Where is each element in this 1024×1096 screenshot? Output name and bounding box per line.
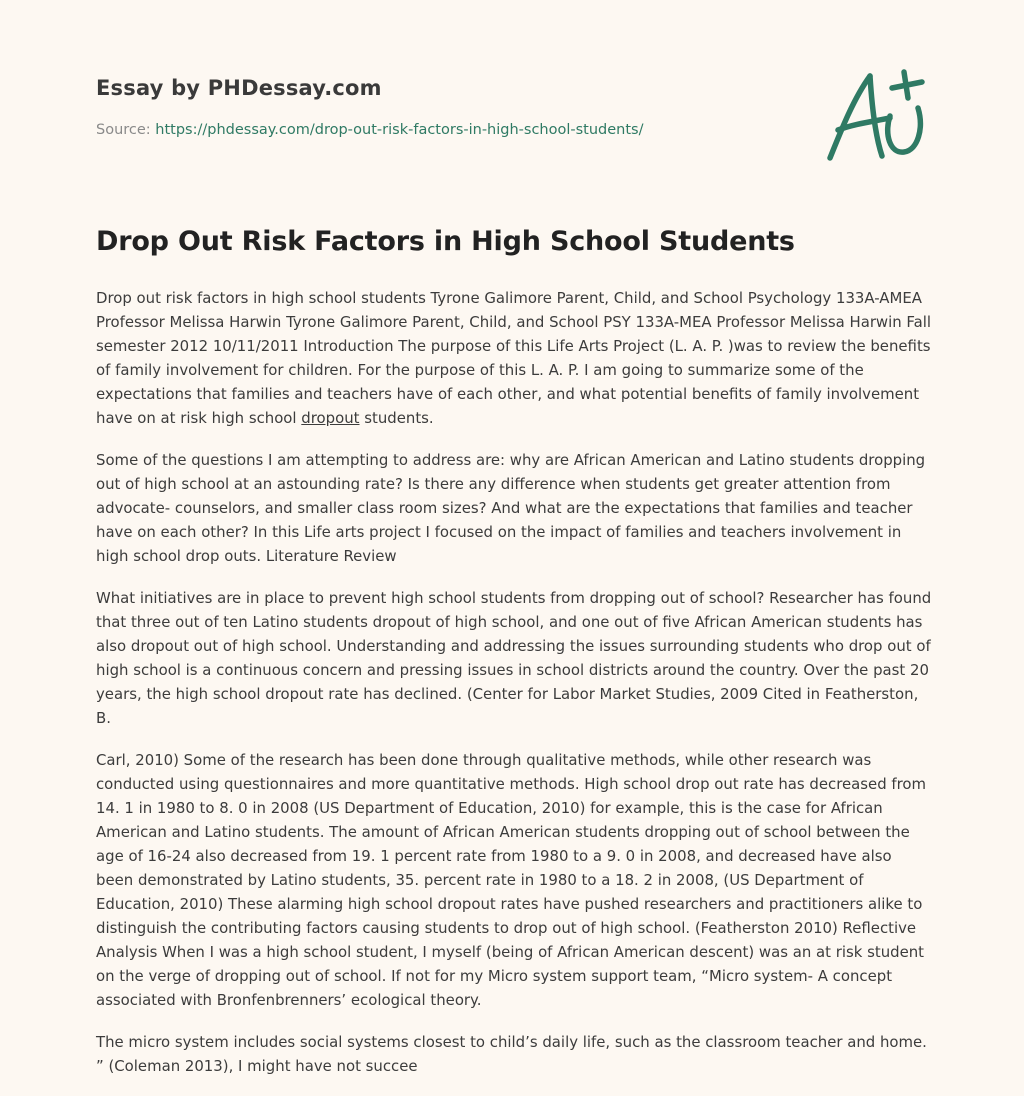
paragraph-1-text-end: students.	[359, 409, 434, 427]
source-link[interactable]: https://phdessay.com/drop-out-risk-factors-in-high-school-students/	[155, 122, 644, 138]
paragraph-2: Some of the questions I am attempting to address are: why are African American and Latino students dropping out of high school at an astounding rate? Is there any difference when students get greater attention from advocate- counselors, and smaller class room sizes? And what are the expectations that families and teacher have on each other? In this Life arts project I focused on the impact of families and teachers involvement in high school drop outs. Literature Review	[96, 451, 926, 565]
essay-title: Drop Out Risk Factors in High School Students	[96, 226, 795, 257]
source-line	[96, 122, 796, 138]
site-title: Essay by PHDessay.com	[96, 76, 382, 100]
essay-body	[96, 286, 932, 1096]
source-label: Source:	[96, 122, 156, 138]
paragraph-3: What initiatives are in place to prevent high school students from dropping out of school? Researcher has found that three out of ten Latino students dropout of high school, and one out of five African American students has also dropout out of high school. Understanding and addressing the issues surrounding students who drop out of high school is a continuous concern and pressing issues in school districts around the country. Over the past 20 years, the high school dropout rate has declined. (Center for Labor Market Studies, 2009 Cited in Featherston, B.	[96, 589, 932, 727]
dropout-link[interactable]: dropout	[301, 409, 360, 427]
site-header	[96, 76, 796, 138]
paragraph-1-text-start: Drop out risk factors in high school students Tyrone Galimore Parent, Child, and School Psychology 133A-AMEA Professor Melissa Harwin Tyrone Galimore Parent, Child, and School PSY 133A-MEA Professor Melissa Harwin Fall semester 2012 10/11/2011 Introduction The purpose of this Life Arts Project (L. A. P. )was to review the benefits of family involvement for children. For the purpose of this L. A. P. I am going to summarize some of the expectations that families and teachers have of each other, and what potential benefits of family involvement have on at risk high school	[96, 289, 932, 427]
paragraph-1	[96, 286, 932, 430]
a-plus-logo-icon	[820, 68, 930, 168]
paragraph-4: Carl, 2010) Some of the research has been done through qualitative methods, while other research was conducted using questionnaires and more quantitative methods. High school drop out rate has decreased from 14. 1 in 1980 to 8. 0 in 2008 (US Department of Education, 2010) for example, this is the case for African American and Latino students. The amount of African American students dropping out of school between the age of 16-24 also decreased from 19. 1 percent rate from 1980 to a 9. 0 in 2008, and decreased have also been demonstrated by Latino students, 35. percent rate in 1980 to a 18. 2 in 2008, (US Department of Education, 2010) These alarming high school dropout rates have pushed researchers and practitioners alike to distinguish the contributing factors causing students to drop out of high school. (Featherston 2010) Reflective Analysis When I was a high school student, I myself (being of African American descent) was an at risk student on the verge of dropping out of school. If not for my Micro system support team, “Micro system- A concept associated with Bronfenbrenners’ ecological theory.	[96, 751, 927, 1009]
paragraph-5: The micro system includes social systems closest to child’s daily life, such as the classroom teacher and home. ” (Coleman 2013), I might have not succee	[96, 1033, 927, 1075]
